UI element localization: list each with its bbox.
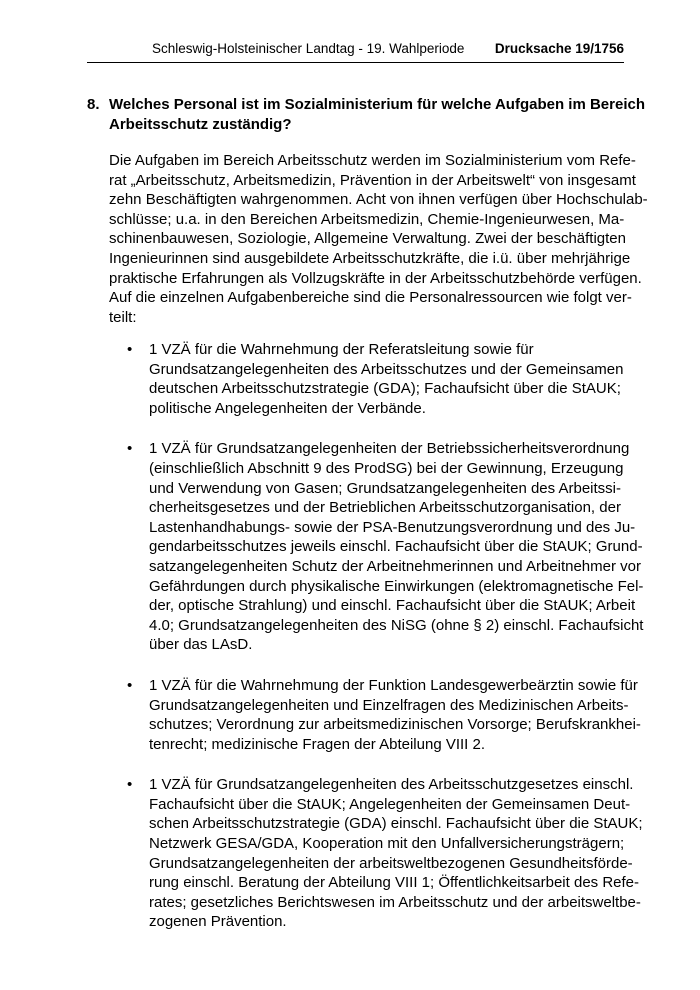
bullet-line: rates; gesetzliches Berichtswesen im Arbeitsschutz und der arbeitsweltbe- xyxy=(149,893,641,911)
bullet-line: satzangelegenheiten Schutz der Arbeitnehmerinnen und Arbeitnehmer vor xyxy=(149,557,641,575)
answer-line: rat „Arbeitsschutz, Arbeitsmedizin, Prävention in der Arbeitswelt“ von insgesamt xyxy=(109,171,636,189)
answer-line: praktische Erfahrungen als Vollzugskräfte in der Arbeitsschutzbehörde verfügen. xyxy=(109,269,642,287)
bullet-line: schutzes; Verordnung zur arbeitsmedizinischen Vorsorge; Berufskrankhei- xyxy=(149,716,641,734)
answer-line: schinenbauwesen, Soziologie, Allgemeine Verwaltung. Zwei der beschäftigten xyxy=(109,230,626,248)
bullet-line: schen Arbeitsschutzstrategie (GDA) einschl. Fachaufsicht über die StAUK; xyxy=(149,815,643,833)
bullet-line: 4.0; Grundsatzangelegenheiten des NiSG (ohne § 2) einschl. Fachaufsicht xyxy=(149,616,644,634)
bullet-line: cherheitsgesetzes und der Betrieblichen Arbeitsschutzorganisation, der xyxy=(149,499,621,517)
list-item xyxy=(127,340,627,418)
bullet-line: Lastenhandhabungs- sowie der PSA-Benutzungsverordnung und des Ju- xyxy=(149,518,636,536)
bullet-line: zogenen Prävention. xyxy=(149,913,287,931)
bullet-line: 1 VZÄ für die Wahrnehmung der Referatsleitung sowie für xyxy=(149,341,534,358)
bullet-line: Netzwerk GESA/GDA, Kooperation mit den Unfallversicherungsträgern; xyxy=(149,835,625,853)
answer-line: Die Aufgaben im Bereich Arbeitsschutz werden im Sozialministerium vom Refe- xyxy=(109,152,636,169)
answer-line: Auf die einzelnen Aufgabenbereiche sind die Personalressourcen wie folgt ver- xyxy=(109,289,632,307)
question-line: Arbeitsschutz zuständig? xyxy=(109,116,292,133)
bullet-line: gendarbeitsschutzes jeweils einschl. Fachaufsicht über die StAUK; Grund- xyxy=(149,538,643,556)
bullet-line: Grundsatzangelegenheiten und Einzelfragen des Medizinischen Arbeits- xyxy=(149,696,629,714)
staff-allocation-list xyxy=(127,340,644,953)
bullet-line: deutschen Arbeitsschutzstrategie (GDA); Fachaufsicht über die StAUK; xyxy=(149,380,621,398)
answer-line: schlüsse; u.a. in den Bereichen Arbeitsmedizin, Chemie-Ingenieurwesen, Ma- xyxy=(109,210,625,228)
question-number: 8. xyxy=(87,96,100,113)
bullet-line: 1 VZÄ für Grundsatzangelegenheiten der Betriebssicherheitsverordnung xyxy=(149,440,630,458)
bullet-line: 1 VZÄ für die Wahrnehmung der Funktion Landesgewerbeärztin sowie für xyxy=(149,676,638,694)
question-text xyxy=(109,95,645,135)
answer-line: teilt: xyxy=(109,308,137,326)
parliament-title: Schleswig-Holsteinischer Landtag - 19. Wahlperiode xyxy=(152,41,465,56)
bullet-line: über das LAsD. xyxy=(149,636,253,654)
page-header xyxy=(87,36,624,63)
bullet-line: Fachaufsicht über die StAUK; Angelegenheiten der Gemeinsamen Deut- xyxy=(149,795,631,813)
drucksache-number: Drucksache 19/1756 xyxy=(494,41,624,56)
bullet-line: und Verwendung von Gasen; Grundsatzangelegenheiten des Arbeitssi- xyxy=(149,479,621,497)
bullet-line: tenrecht; medizinische Fragen der Abteilung VIII 2. xyxy=(149,735,486,753)
bullet-icon: • xyxy=(127,776,133,794)
list-item xyxy=(127,676,641,754)
bullet-line: (einschließlich Abschnitt 9 des ProdSG) bei der Gewinnung, Erzeugung xyxy=(149,459,624,477)
list-item xyxy=(127,439,644,655)
bullet-icon: • xyxy=(127,440,133,458)
bullet-line: der, optische Strahlung) und einschl. Fachaufsicht über die StAUK; Arbeit xyxy=(149,597,636,615)
answer-line: zehn Beschäftigten wahrgenommen. Acht von ihnen verfügen über Hochschulab- xyxy=(109,191,648,209)
bullet-line: Grundsatzangelegenheiten des Arbeitsschutzes und der Gemeinsamen xyxy=(149,360,624,378)
list-item xyxy=(127,775,643,932)
question-block xyxy=(87,95,645,135)
bullet-line: Gefährdungen durch physikalische Einwirkungen (elektromagnetische Fel- xyxy=(149,577,644,595)
bullet-icon: • xyxy=(127,341,133,358)
bullet-icon: • xyxy=(127,676,133,694)
bullet-line: 1 VZÄ für Grundsatzangelegenheiten des Arbeitsschutzgesetzes einschl. xyxy=(149,776,634,794)
answer-paragraph xyxy=(109,151,648,327)
bullet-line: politische Angelegenheiten der Verbände. xyxy=(149,399,426,417)
bullet-line: Grundsatzangelegenheiten der arbeitsweltbezogenen Gesundheitsförde- xyxy=(149,854,633,872)
answer-line: Ingenieurinnen sind ausgebildete Arbeitsschutzkräfte, die i.ü. über mehrjährige xyxy=(109,249,631,267)
bullet-line: rung einschl. Beratung der Abteilung VIII 1; Öffentlichkeitsarbeit des Refe- xyxy=(149,874,640,892)
question-line: Welches Personal ist im Sozialministerium für welche Aufgaben im Bereich xyxy=(109,96,645,113)
